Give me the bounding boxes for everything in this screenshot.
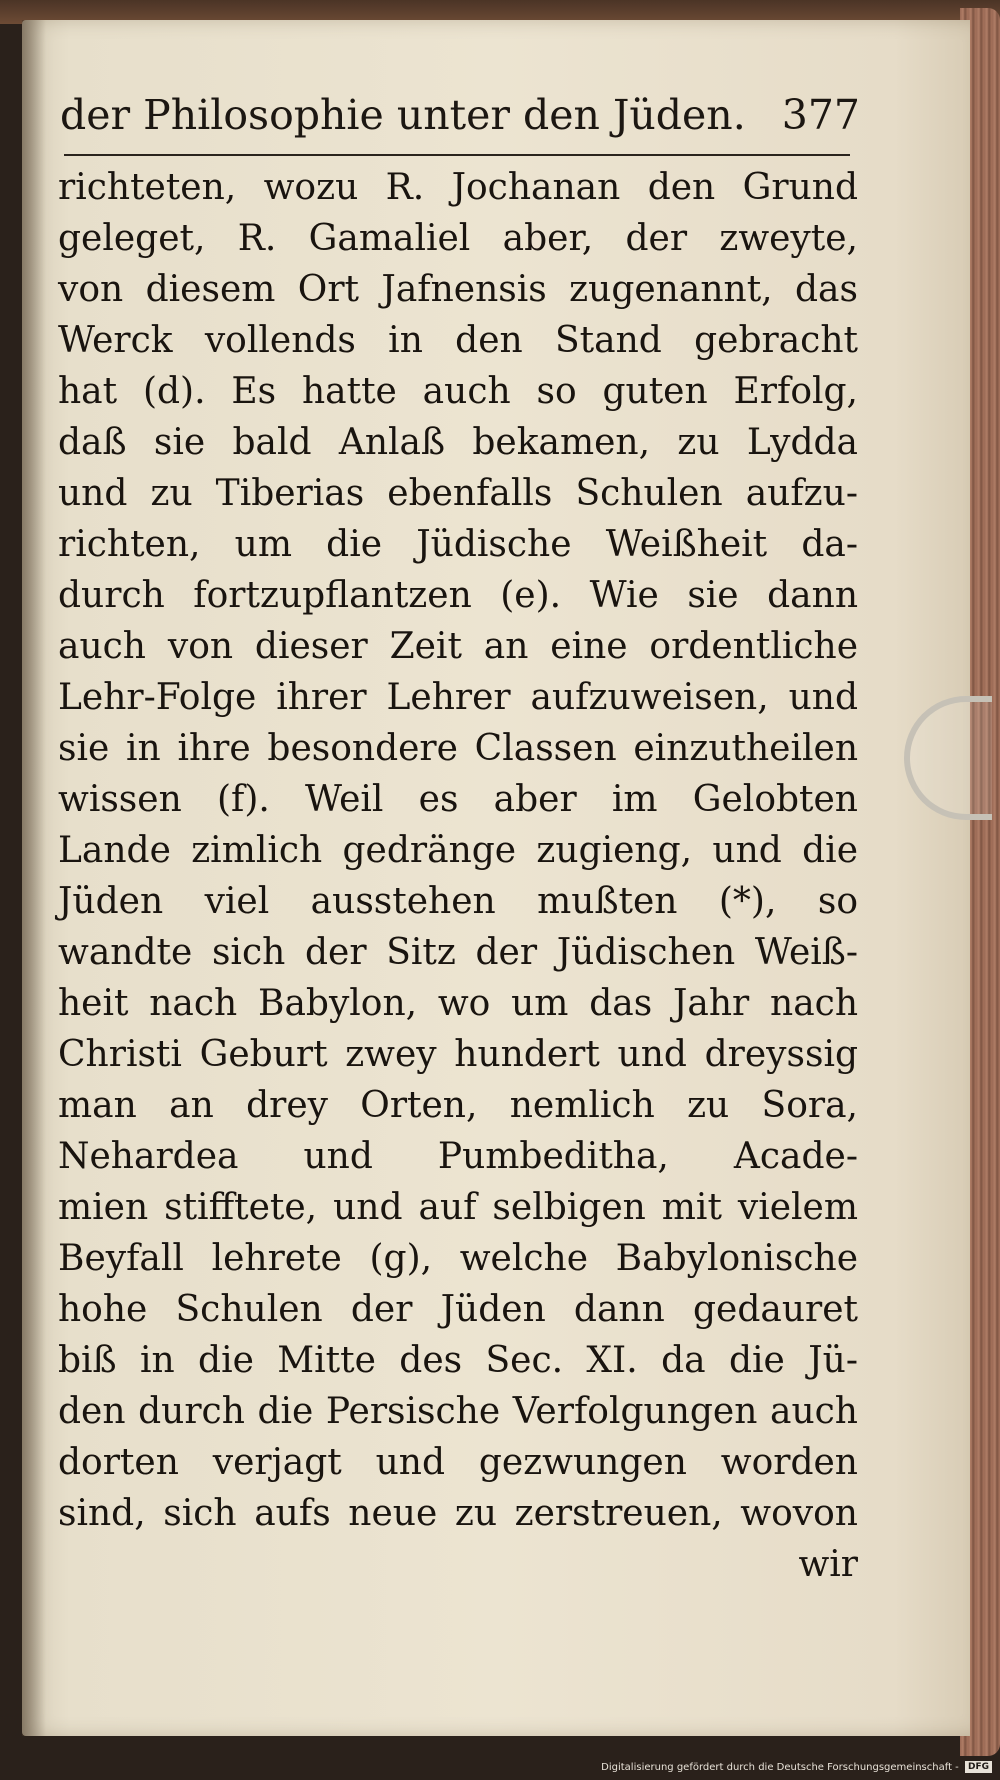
running-head: der Philosophie unter den Jüden.	[60, 91, 746, 139]
text-line: Jüden viel ausstehen mußten (*), so	[58, 881, 858, 922]
text-line: und zu Tiberias ebenfalls Schulen aufzu-	[58, 473, 858, 514]
text-line: auch von dieser Zeit an eine ordentliche	[58, 626, 858, 667]
credit-text: Digitalisierung gefördert durch die Deutsche Forschungsgemeinschaft -	[601, 1762, 959, 1773]
text-line: den durch die Persische Verfolgungen auch	[58, 1391, 858, 1432]
text-line: geleget, R. Gamaliel aber, der zweyte,	[58, 218, 858, 259]
text-line: wandte sich der Sitz der Jüdischen Weiß-	[58, 932, 858, 973]
text-line: biß in die Mitte des Sec. XI. da die Jü-	[58, 1340, 858, 1381]
page-number: 377	[781, 91, 860, 139]
text-line: sie in ihre besondere Classen einzutheilen	[58, 728, 858, 769]
text-line: richten, um die Jüdische Weißheit da-	[58, 524, 858, 565]
text-line: wissen (f). Weil es aber im Gelobten	[58, 779, 858, 820]
text-line: Lehr-Folge ihrer Lehrer aufzuweisen, und	[58, 677, 858, 718]
text-line: man an drey Orten, nemlich zu Sora,	[58, 1085, 858, 1126]
text-line: hohe Schulen der Jüden dann gedauret	[58, 1289, 858, 1330]
text-line: Nehardea und Pumbeditha, Acade-	[58, 1136, 858, 1177]
text-line: von diesem Ort Jafnensis zugenannt, das	[58, 269, 858, 310]
text-line: heit nach Babylon, wo um das Jahr nach	[58, 983, 858, 1024]
text-line: dorten verjagt und gezwungen worden	[58, 1442, 858, 1483]
digitization-credit	[600, 1759, 992, 1777]
gutter-shadow	[22, 20, 46, 1736]
text-line: Werck vollends in den Stand gebracht	[58, 320, 858, 361]
text-line: mien stifftete, und auf selbigen mit vielem	[58, 1187, 858, 1228]
text-line: hat (d). Es hatte auch so guten Erfolg,	[58, 371, 858, 412]
text-line: Lande zimlich gedränge zugieng, und die	[58, 830, 858, 871]
text-line: daß sie bald Anlaß bekamen, zu Lydda	[58, 422, 858, 463]
text-line: Christi Geburt zwey hundert und dreyssig	[58, 1034, 858, 1075]
dfg-logo: DFG	[965, 1761, 992, 1773]
text-line: Beyfall lehrete (g), welche Babylonische	[58, 1238, 858, 1279]
text-line: durch fortzupflantzen (e). Wie sie dann	[58, 575, 858, 616]
text-line: richteten, wozu R. Jochanan den Grund	[58, 167, 858, 208]
header-rule	[64, 154, 850, 156]
body-text	[58, 162, 858, 1590]
text-line: sind, sich aufs neue zu zerstreuen, wovon	[58, 1493, 858, 1534]
catchword: wir	[798, 1544, 858, 1585]
